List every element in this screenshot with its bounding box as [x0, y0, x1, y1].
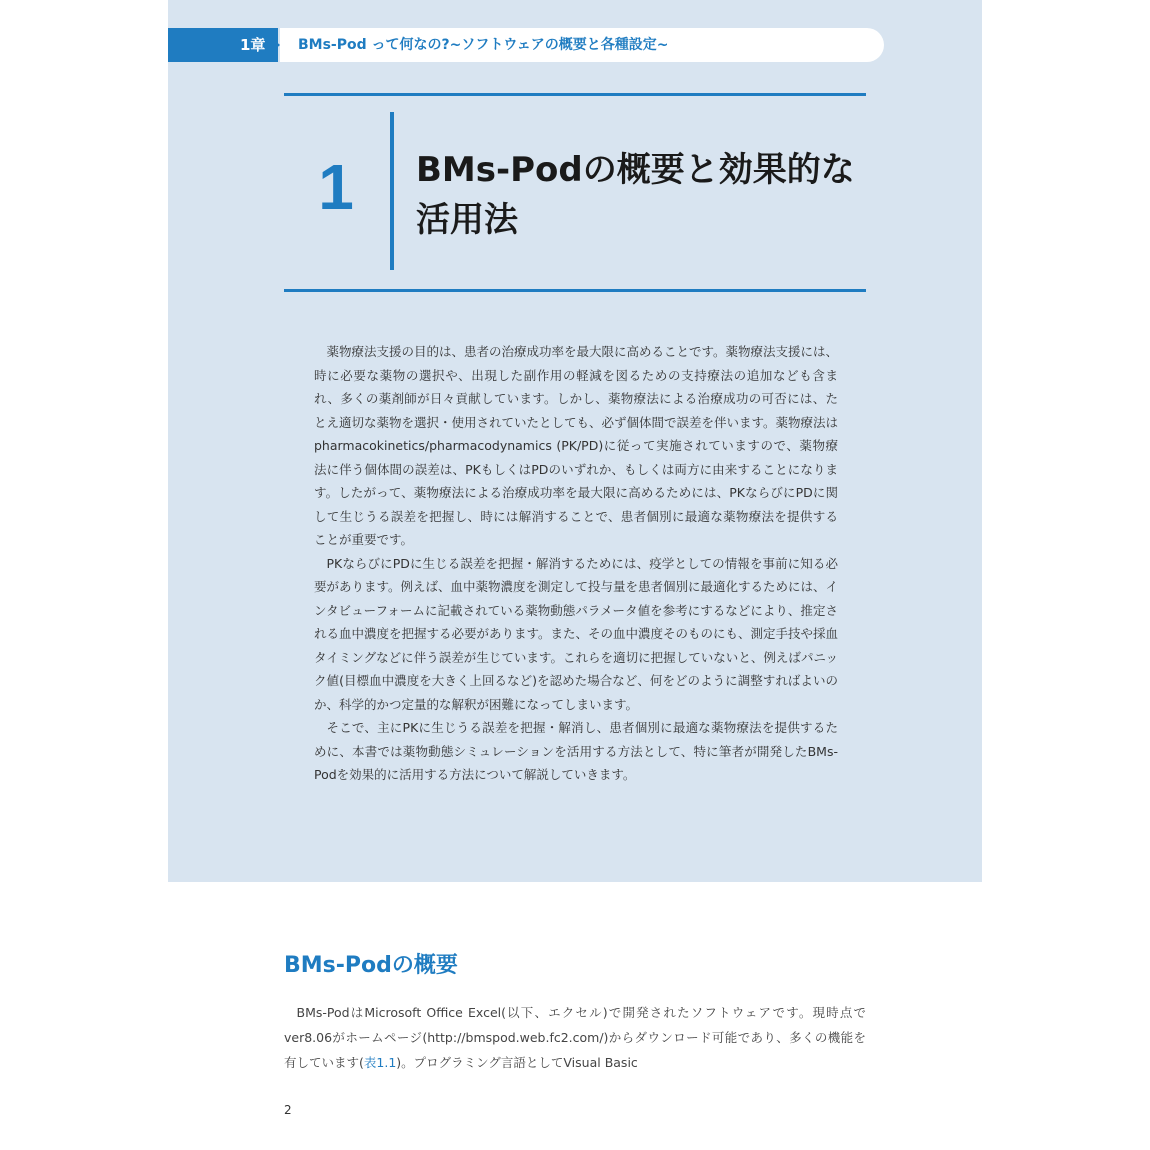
intro-paragraph: そこで、主にPKに生じうる誤差を把握・解消し、患者個別に最適な薬物療法を提供するために、本書では薬物動態シミュレーションを活用する方法として、特に筆者が開発したBMs-Podを効果的に活用する方法について解説していきます。: [314, 720, 838, 782]
chapter-header: [168, 28, 884, 62]
intro-paragraph: PKならびにPDに生じる誤差を把握・解消するためには、疫学としての情報を事前に知る必要があります。例えば、血中薬物濃度を測定して投与量を患者個別に最適化するためには、インタビューフォームに記載されている薬物動態パラメータ値を参考にするなどにより、推定される血中濃度を把握する必要があります。また、その血中濃度そのものにも、測定手技や採血タイミングなどに伴う誤差が生じています。これらを適切に把握していないと、例えばパニック値(目標血中濃度を大きく上回るなど)を認めた場合など、何をどのように調整すればよいのか、科学的かつ定量的な解釈が困難になってしまいます。: [314, 555, 839, 712]
table-reference-link[interactable]: 表1.1: [363, 1055, 397, 1070]
section-title: BMs-Podの概要と効果的な活用法: [416, 150, 855, 240]
body-text-part: )。プログラミング言語としてVisual Basic: [396, 1055, 638, 1070]
body-paragraph: [284, 1000, 866, 1075]
section-divider: [390, 112, 394, 270]
subsection-heading: BMs-Podの概要: [284, 953, 458, 978]
chapter-title: BMs-Pod って何なの?~ソフトウェアの概要と各種設定~: [280, 28, 884, 62]
body-text-part: BMs-PodはMicrosoft Office Excel(以下、エクセル)で開発されたソフトウェアです。現時点でver8.06がホームページ(http://bmspod.web.fc2.com/)からダウンロード可能であり、多くの機能を有しています(: [284, 1005, 866, 1070]
page-number: 2: [284, 1103, 292, 1117]
intro-paragraph: 薬物療法支援の目的は、患者の治療成功率を最大限に高めることです。薬物療法支援には、時に必要な薬物の選択や、出現した副作用の軽減を図るための支持療法の追加なども含まれ、多くの薬剤師が日々貢献しています。しかし、薬物療法による治療成功の可否には、たとえ適切な薬物を選択・使用されていたとしても、必ず個体間で誤差を伴います。薬物療法はpharmacokinetics/pharmacodynamics (PK/PD)に従って実施されていますので、薬物療法に伴う個体間の誤差は、PKもしくはPDのいずれか、もしくは両方に由来することになります。したがって、薬物療法による治療成功率を最大限に高めるためには、PKならびにPDに関して生じうる誤差を把握し、時には解消することで、患者個別に最適な薬物療法を提供することが重要です。: [314, 344, 839, 547]
intro-text: [314, 340, 838, 787]
section-rule-bottom: [284, 289, 866, 292]
section-rule-top: [284, 93, 866, 96]
body-text: [284, 1000, 866, 1075]
section-number: 1: [318, 151, 354, 223]
chapter-tab: 1章: [168, 28, 278, 62]
